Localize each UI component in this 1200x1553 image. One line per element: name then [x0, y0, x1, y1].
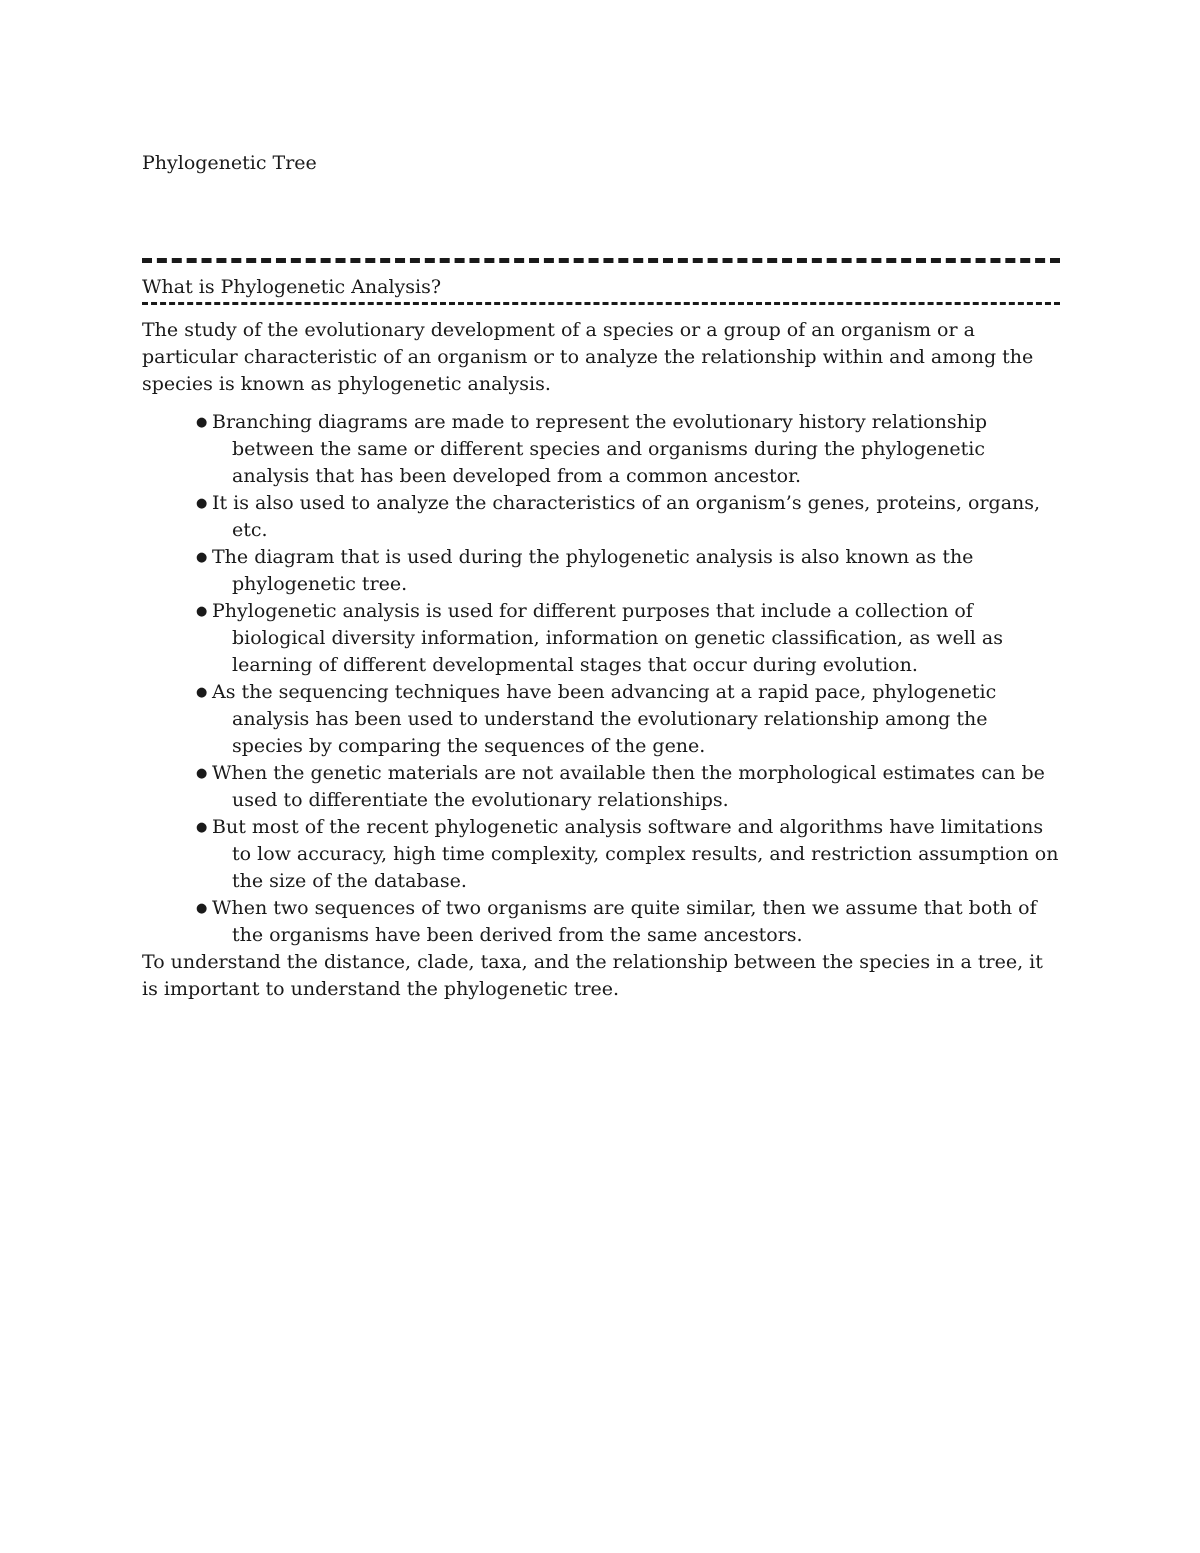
- list-item: [196, 814, 1060, 895]
- list-item: [196, 490, 1060, 544]
- bullet-icon: ●: [196, 604, 208, 619]
- list-item-text: Phylogenetic analysis is used for different purposes that include a collection of biological diversity information, information on genetic classification, as well as learning of different developmental stages that occur during evolution.: [212, 600, 1003, 676]
- intro-paragraph: The study of the evolutionary development of a species or a group of an organism or a particular characteristic of an organism or to analyze the relationship within and among the species is known as phylogenetic analysis.: [142, 319, 1034, 395]
- bullet-icon: ●: [196, 415, 208, 430]
- bullet-icon: ●: [196, 496, 208, 511]
- list-item: [196, 895, 1060, 949]
- list-item-text: But most of the recent phylogenetic analysis software and algorithms have limitations to low accuracy, high time complexity, complex results, and restriction assumption on the size of the database.: [212, 816, 1059, 892]
- list-item-text: As the sequencing techniques have been advancing at a rapid pace, phylogenetic analysis has been used to understand the evolutionary relationship among the species by comparing the sequences of the gene.: [212, 681, 997, 757]
- bullet-icon: ●: [196, 901, 208, 916]
- section-heading-row: [142, 274, 1060, 305]
- list-item: [196, 544, 1060, 598]
- bullet-icon: ●: [196, 766, 208, 781]
- list-item-text: When the genetic materials are not available then the morphological estimates can be used to differentiate the evolutionary relationships.: [212, 762, 1045, 811]
- bullet-icon: ●: [196, 550, 208, 565]
- section-heading: What is Phylogenetic Analysis?: [142, 276, 442, 298]
- list-item-text: Branching diagrams are made to represent the evolutionary history relationship between the same or different species and organisms during the phylogenetic analysis that has been developed from a common ancestor.: [212, 411, 988, 487]
- list-item: [196, 598, 1060, 679]
- bullet-list: [142, 409, 1060, 949]
- list-item: [196, 760, 1060, 814]
- list-item-text: The diagram that is used during the phylogenetic analysis is also known as the phylogenetic tree.: [212, 546, 974, 595]
- closing-paragraph: To understand the distance, clade, taxa, and the relationship between the species in a tree, it is important to understand the phylogenetic tree.: [142, 951, 1043, 1000]
- list-item-text: When two sequences of two organisms are quite similar, then we assume that both of the organisms have been derived from the same ancestors.: [212, 897, 1037, 946]
- bullet-icon: ●: [196, 685, 208, 700]
- list-item-text: It is also used to analyze the characteristics of an organism’s genes, proteins, organs, etc.: [212, 492, 1041, 541]
- bullet-icon: ●: [196, 820, 208, 835]
- document-body: [142, 317, 1060, 1003]
- document-title: Phylogenetic Tree: [142, 152, 317, 174]
- list-item: [196, 409, 1060, 490]
- list-item: [196, 679, 1060, 760]
- dashed-divider: [142, 258, 1060, 263]
